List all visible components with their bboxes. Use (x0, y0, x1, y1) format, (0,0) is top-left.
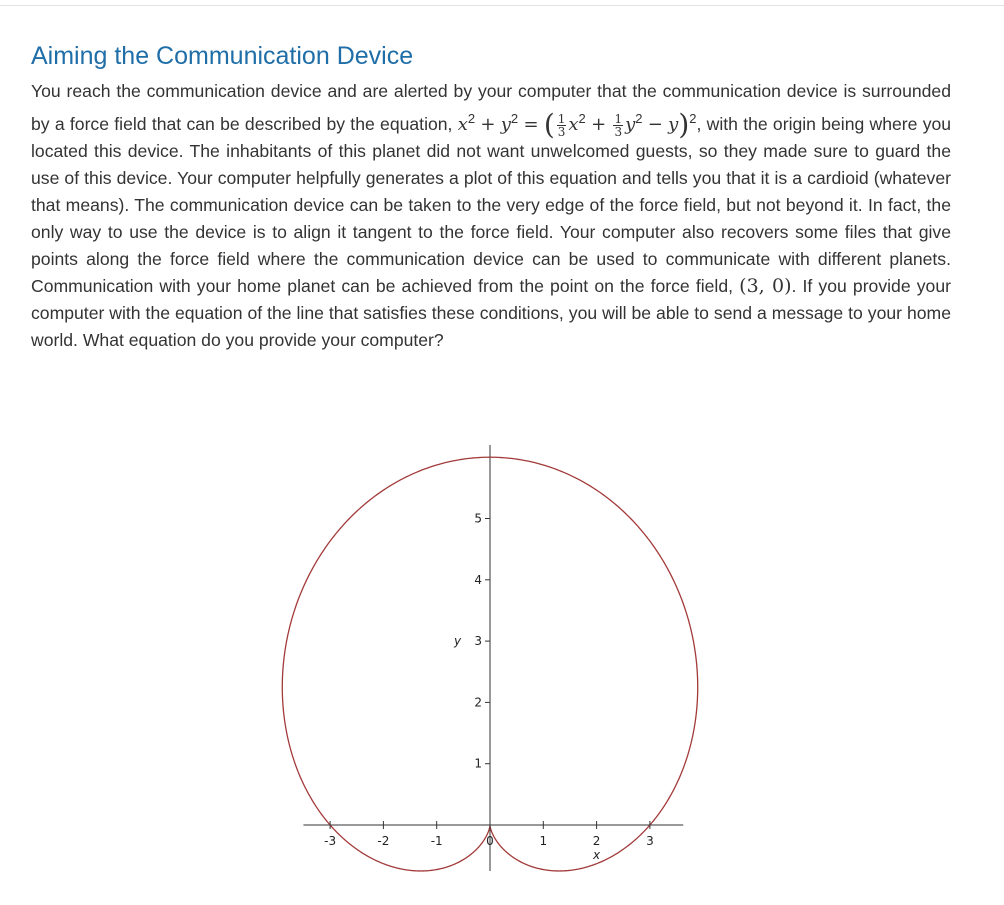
home-point: (3, 0) (739, 274, 792, 297)
problem-text-part-2: , with the origin being where you located this device. The inhabitants of this planet did not want unwelcomed guests, so they made sure to guard the use of this device. Your computer helpfully generates a plot of this equation and tells you that it is a cardioid (whatever that means). The communication device can be taken to the very edge of the force field, but not beyond it. In fact, the only way to use the device is to align it tangent to the force field. Your computer also recovers some files that give points along the force field where the communication device can be used to communicate with different planets. Communication with your home planet can be achieved from the point on the force field, (31, 113, 952, 296)
force-field-equation: $x^2 + y^2$ = ( $\frac{1}{3}$ $x^2$ + $\frac{1}{3}$ $y^2 - y)^2$ (457, 107, 697, 141)
x-tick-label: 1 (539, 834, 548, 848)
y-tick-label: 5 (474, 511, 482, 526)
x-tick-label: -3 (324, 834, 337, 848)
plot-axes (303, 445, 683, 871)
problem-text-part-3: . If you provide your computer with the equation of the line that satisfies these conditions, you will be able to send a message to your home world. What equation do you provide your computer? (31, 275, 951, 350)
y-tick-label: 2 (474, 695, 482, 710)
problem-text (31, 78, 951, 354)
x-axis-label: x (593, 848, 601, 862)
problem-text-part-1: You reach the communication device and are alerted by your computer that the communication device is surrounded by a force field that can be described by the equation, (31, 81, 951, 134)
problem-title: Aiming the Communication Device (31, 42, 414, 70)
cardioid-plot-svg (260, 438, 720, 883)
y-tick-label: 3 (474, 634, 482, 649)
x-tick-label: -2 (377, 834, 390, 848)
x-tick-label: 2 (592, 834, 601, 848)
x-tick-label: -1 (430, 834, 443, 848)
y-tick-label: 4 (474, 572, 482, 587)
y-tick-label: 1 (474, 756, 482, 771)
problem-content (31, 40, 951, 354)
y-axis-ticks (474, 512, 490, 771)
x-tick-label: 0 (486, 834, 494, 848)
y-axis-label: y (454, 634, 462, 649)
x-tick-label: 3 (646, 834, 654, 848)
cardioid-plot (260, 438, 720, 883)
top-divider (0, 5, 1004, 6)
